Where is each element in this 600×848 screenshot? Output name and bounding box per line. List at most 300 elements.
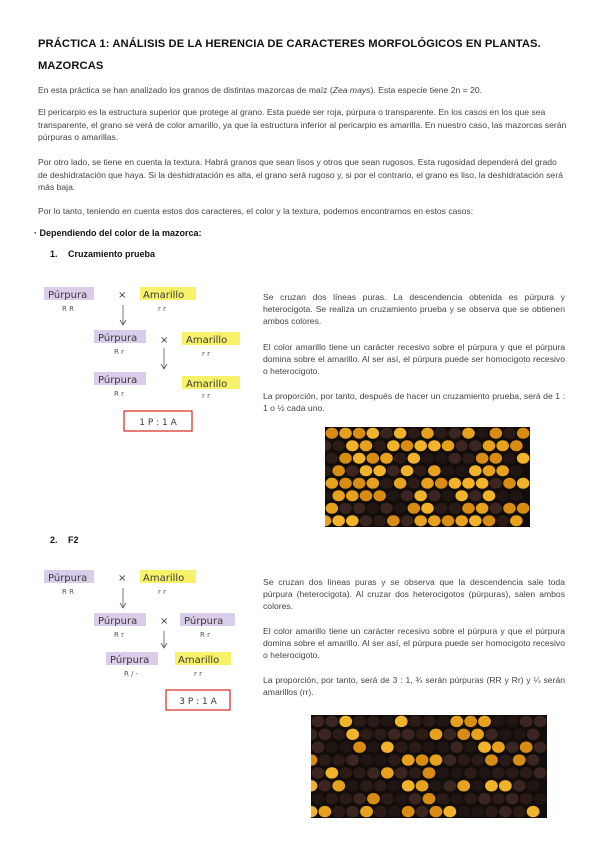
corn-kernel bbox=[402, 729, 415, 740]
corn-kernel bbox=[312, 793, 325, 804]
corn-kernel bbox=[326, 428, 339, 439]
corn-kernel bbox=[464, 793, 477, 804]
corn-kernel bbox=[395, 767, 408, 778]
corn-kernel bbox=[499, 729, 512, 740]
corn-kernel bbox=[318, 754, 331, 765]
corn-kernel bbox=[496, 490, 509, 501]
corn-kernel bbox=[332, 780, 345, 791]
corn-kernel bbox=[483, 515, 496, 526]
corn-kernel bbox=[367, 428, 380, 439]
corn-kernel bbox=[442, 515, 455, 526]
cross-symbol: × bbox=[118, 290, 127, 301]
corn-kernel bbox=[513, 780, 526, 791]
corn-kernel bbox=[332, 729, 345, 740]
corn-kernel bbox=[421, 503, 434, 514]
corn-kernel bbox=[455, 440, 468, 451]
corn-kernel bbox=[325, 767, 338, 778]
corn-kernel bbox=[395, 793, 408, 804]
corn-kernel bbox=[506, 742, 519, 753]
corn-kernel bbox=[469, 440, 482, 451]
corn-kernel bbox=[367, 716, 380, 727]
corn-kernel bbox=[408, 503, 421, 514]
genotype-label: R R bbox=[62, 305, 74, 313]
corn-kernel bbox=[462, 503, 475, 514]
corn-kernel bbox=[326, 478, 339, 489]
corn-kernel bbox=[503, 503, 516, 514]
corn-kernel bbox=[490, 428, 503, 439]
corn-kernel bbox=[471, 806, 484, 817]
corn-kernel bbox=[374, 729, 387, 740]
corn-kernel bbox=[409, 767, 422, 778]
corn-kernel bbox=[388, 780, 401, 791]
corn-kernel bbox=[423, 742, 436, 753]
genotype-label: R R bbox=[62, 588, 74, 596]
corn-kernel bbox=[421, 478, 434, 489]
corn-kernel bbox=[353, 478, 366, 489]
corn-kernel bbox=[510, 465, 523, 476]
corn-kernel bbox=[332, 465, 345, 476]
corn-kernel bbox=[506, 767, 519, 778]
corn-kernel bbox=[457, 780, 470, 791]
corn-kernel bbox=[457, 806, 470, 817]
corn-kernel bbox=[435, 428, 448, 439]
corn-kernel bbox=[510, 490, 523, 501]
corn-kernel bbox=[318, 729, 331, 740]
corn-cob-photo-1 bbox=[325, 427, 530, 527]
corn-kernel bbox=[360, 465, 373, 476]
corn-kernel bbox=[381, 767, 394, 778]
corn-kernel bbox=[478, 716, 491, 727]
corn-kernel bbox=[423, 716, 436, 727]
corn-kernel bbox=[517, 503, 530, 514]
corn-kernel bbox=[414, 515, 427, 526]
corn-kernel bbox=[490, 478, 503, 489]
corn-kernel bbox=[520, 793, 533, 804]
corn-kernel bbox=[430, 729, 443, 740]
corn-kernel bbox=[455, 465, 468, 476]
corn-kernel bbox=[325, 793, 338, 804]
corn-kernel bbox=[496, 515, 509, 526]
corn-kernel bbox=[339, 428, 352, 439]
corn-kernel bbox=[346, 465, 359, 476]
corn-kernel bbox=[499, 806, 512, 817]
phenotype-yellow: Amarillo bbox=[186, 335, 228, 346]
corn-kernel bbox=[476, 503, 489, 514]
corn-kernel bbox=[374, 754, 387, 765]
corn-kernel bbox=[360, 515, 373, 526]
corn-kernel bbox=[381, 716, 394, 727]
corn-kernel bbox=[464, 767, 477, 778]
intro-text: En esta práctica se han analizado los granos de distintas mazorcas de maíz ( bbox=[38, 85, 333, 95]
corn-kernel bbox=[332, 806, 345, 817]
section-1-paragraph-1: Se cruzan dos líneas puras. La descendencia obtenida es púrpura y heterocigota. Se realiza un cruzamiento prueba y se observa que se obtienen ambos colores. bbox=[263, 292, 565, 327]
phenotype-purple: Púrpura bbox=[110, 655, 150, 666]
corn-kernel bbox=[485, 806, 498, 817]
corn-kernel bbox=[506, 793, 519, 804]
corn-kernel bbox=[380, 478, 393, 489]
corn-kernel bbox=[339, 742, 352, 753]
corn-kernel bbox=[457, 754, 470, 765]
corn-kernel bbox=[312, 716, 325, 727]
corn-kernel bbox=[353, 742, 366, 753]
corn-kernel bbox=[339, 503, 352, 514]
corn-kernel bbox=[476, 428, 489, 439]
corn-kernel bbox=[506, 716, 519, 727]
corn-kernel bbox=[409, 793, 422, 804]
corn-kernel bbox=[318, 780, 331, 791]
corn-kernel bbox=[381, 793, 394, 804]
corn-kernel bbox=[485, 780, 498, 791]
corn-kernel bbox=[346, 515, 359, 526]
corn-kernel bbox=[387, 490, 400, 501]
corn-kernel bbox=[471, 780, 484, 791]
genotype-label: r r bbox=[158, 588, 166, 596]
section-title: F2 bbox=[68, 535, 79, 545]
corn-kernel bbox=[430, 806, 443, 817]
corn-kernel bbox=[471, 729, 484, 740]
intro-paragraph-4: Por lo tanto, teniendo en cuenta estos dos caracteres, el color y la textura, podemos encontrarnos en estos casos: bbox=[38, 206, 474, 216]
corn-kernel bbox=[360, 490, 373, 501]
corn-kernel bbox=[312, 742, 325, 753]
corn-kernel bbox=[476, 453, 489, 464]
phenotype-purple: Púrpura bbox=[98, 375, 138, 386]
corn-kernel bbox=[462, 478, 475, 489]
corn-kernel bbox=[402, 754, 415, 765]
genotype-label: r r bbox=[158, 305, 166, 313]
corn-kernel bbox=[428, 465, 441, 476]
corn-kernel bbox=[414, 465, 427, 476]
corn-kernel bbox=[353, 767, 366, 778]
corn-kernel bbox=[388, 754, 401, 765]
corn-kernel bbox=[360, 729, 373, 740]
corn-kernel bbox=[483, 465, 496, 476]
corn-kernel bbox=[527, 754, 540, 765]
corn-kernel bbox=[394, 428, 407, 439]
phenotype-yellow: Amarillo bbox=[143, 573, 185, 584]
corn-kernel bbox=[394, 503, 407, 514]
corn-kernel bbox=[517, 428, 530, 439]
corn-kernel bbox=[443, 780, 456, 791]
corn-kernel bbox=[435, 503, 448, 514]
page-title: PRÁCTICA 1: ANÁLISIS DE LA HERENCIA DE CARACTERES MORFOLÓGICOS EN PLANTAS. MAZORCAS bbox=[38, 38, 541, 72]
corn-kernel bbox=[346, 729, 359, 740]
corn-kernel bbox=[367, 478, 380, 489]
corn-kernel bbox=[353, 503, 366, 514]
corn-kernel bbox=[414, 490, 427, 501]
corn-kernel bbox=[401, 440, 414, 451]
corn-kernel bbox=[435, 453, 448, 464]
corn-kernel bbox=[527, 806, 540, 817]
corn-kernel bbox=[464, 716, 477, 727]
phenotype-purple: Púrpura bbox=[98, 616, 138, 627]
bullet-heading: · Dependiendo del color de la mazorca: bbox=[34, 228, 202, 238]
result-ratio: 3 P : 1 A bbox=[179, 697, 217, 707]
corn-kernel bbox=[367, 767, 380, 778]
section-2-paragraph-3: La proporción, por tanto, será de 3 : 1, ¾ serán púrpuras (RR y Rr) y ¼ serán amarillos (rr). bbox=[263, 675, 565, 698]
corn-kernel bbox=[367, 793, 380, 804]
corn-kernel bbox=[442, 440, 455, 451]
phenotype-yellow: Amarillo bbox=[143, 290, 185, 301]
corn-kernel bbox=[534, 742, 547, 753]
corn-kernel bbox=[367, 453, 380, 464]
corn-kernel bbox=[416, 754, 429, 765]
corn-kernel bbox=[414, 440, 427, 451]
corn-kernel bbox=[416, 806, 429, 817]
corn-kernel bbox=[416, 780, 429, 791]
corn-kernel bbox=[339, 767, 352, 778]
corn-kernel bbox=[387, 515, 400, 526]
corn-kernel bbox=[510, 440, 523, 451]
corn-kernel bbox=[353, 453, 366, 464]
corn-kernel bbox=[450, 742, 463, 753]
cross-diagram-2 bbox=[30, 563, 255, 718]
cross-symbol: × bbox=[160, 335, 169, 346]
corn-kernel bbox=[443, 806, 456, 817]
corn-kernel bbox=[373, 465, 386, 476]
corn-kernel bbox=[367, 742, 380, 753]
corn-kernel bbox=[394, 478, 407, 489]
phenotype-purple: Púrpura bbox=[98, 333, 138, 344]
section-title: Cruzamiento prueba bbox=[68, 249, 156, 259]
section-2-paragraph-1: Se cruzan dos líneas puras y se observa que la descendencia sale toda púrpura (heterocigota). Al cruzar dos heterocigotos (púrpuras), salen ambos colores. bbox=[263, 577, 565, 612]
corn-kernel bbox=[513, 729, 526, 740]
corn-kernel bbox=[353, 793, 366, 804]
corn-kernel bbox=[462, 428, 475, 439]
corn-kernel bbox=[339, 716, 352, 727]
corn-kernel bbox=[339, 478, 352, 489]
section-1-paragraph-2: El color amarillo tiene un carácter recesivo sobre el púrpura y que el púrpura domina sobre el amarillo. Al ser así, el púrpura puede ser homocigoto recesivo o heterocigoto. bbox=[263, 342, 565, 377]
corn-kernel bbox=[469, 465, 482, 476]
corn-kernel bbox=[402, 806, 415, 817]
corn-kernel bbox=[527, 729, 540, 740]
corn-kernel bbox=[436, 716, 449, 727]
corn-kernel bbox=[408, 453, 421, 464]
corn-kernel bbox=[423, 793, 436, 804]
cross-symbol: × bbox=[160, 616, 169, 627]
corn-kernel bbox=[443, 754, 456, 765]
corn-kernel bbox=[520, 742, 533, 753]
corn-kernel bbox=[380, 503, 393, 514]
corn-kernel bbox=[450, 767, 463, 778]
corn-kernel bbox=[353, 716, 366, 727]
corn-kernel bbox=[471, 754, 484, 765]
corn-kernel bbox=[326, 503, 339, 514]
corn-kernel bbox=[478, 742, 491, 753]
corn-kernel bbox=[401, 490, 414, 501]
corn-kernel bbox=[492, 742, 505, 753]
cross-symbol: × bbox=[118, 573, 127, 584]
corn-kernel bbox=[409, 742, 422, 753]
corn-kernel bbox=[485, 729, 498, 740]
corn-kernel bbox=[520, 716, 533, 727]
phenotype-purple: Púrpura bbox=[48, 573, 88, 584]
corn-kernel bbox=[510, 515, 523, 526]
corn-kernel bbox=[332, 490, 345, 501]
corn-kernel bbox=[423, 767, 436, 778]
corn-kernel bbox=[395, 742, 408, 753]
corn-kernel bbox=[346, 490, 359, 501]
corn-kernel bbox=[360, 440, 373, 451]
intro-paragraph-3: Por otro lado, se tiene en cuenta la textura. Habrá granos que sean lisos y otros que sean rugosos. Esta rugosidad dependerá del grado de deshidratación que haya. Si la deshidratación es alta, el grano será rugoso y, si por el contrario, el grano es liso, la deshidratación será más baja. bbox=[38, 157, 563, 192]
corn-kernel bbox=[490, 453, 503, 464]
corn-cob-photo-2 bbox=[311, 715, 547, 818]
corn-kernel bbox=[360, 754, 373, 765]
corn-kernel bbox=[360, 806, 373, 817]
corn-kernel bbox=[430, 780, 443, 791]
corn-kernel bbox=[534, 716, 547, 727]
corn-kernel bbox=[503, 453, 516, 464]
corn-kernel bbox=[388, 806, 401, 817]
corn-kernel bbox=[469, 515, 482, 526]
species-name: Zea mays bbox=[332, 85, 371, 95]
corn-kernel bbox=[496, 465, 509, 476]
result-ratio: 1 P : 1 A bbox=[139, 418, 177, 428]
corn-kernel bbox=[442, 490, 455, 501]
corn-kernel bbox=[395, 716, 408, 727]
genotype-label: r r bbox=[194, 670, 202, 678]
corn-kernel bbox=[346, 806, 359, 817]
corn-kernel bbox=[449, 453, 462, 464]
corn-kernel bbox=[492, 767, 505, 778]
corn-kernel bbox=[346, 440, 359, 451]
corn-kernel bbox=[492, 793, 505, 804]
corn-kernel bbox=[449, 428, 462, 439]
genotype-label: R / - bbox=[124, 670, 139, 678]
corn-kernel bbox=[380, 428, 393, 439]
corn-kernel bbox=[421, 428, 434, 439]
corn-kernel bbox=[503, 478, 516, 489]
corn-kernel bbox=[534, 793, 547, 804]
corn-kernel bbox=[401, 465, 414, 476]
corn-kernel bbox=[428, 490, 441, 501]
corn-kernel bbox=[436, 742, 449, 753]
corn-kernel bbox=[388, 729, 401, 740]
corn-kernel bbox=[360, 780, 373, 791]
corn-kernel bbox=[476, 478, 489, 489]
corn-kernel bbox=[520, 767, 533, 778]
corn-kernel bbox=[346, 754, 359, 765]
corn-kernel bbox=[449, 503, 462, 514]
genotype-label: R r bbox=[114, 348, 124, 356]
section-2-paragraph-2: El color amarillo tiene un carácter recesivo sobre el púrpura y que el púrpura domina sobre el amarillo. Al ser así, el púrpura puede ser homocigoto recesivo o heterocigoto. bbox=[263, 626, 565, 661]
corn-kernel bbox=[326, 453, 339, 464]
corn-kernel bbox=[318, 806, 331, 817]
cross-diagram-1 bbox=[30, 280, 255, 435]
corn-kernel bbox=[373, 490, 386, 501]
corn-kernel bbox=[401, 515, 414, 526]
corn-kernel bbox=[402, 780, 415, 791]
corn-kernel bbox=[381, 742, 394, 753]
corn-kernel bbox=[442, 465, 455, 476]
corn-kernel bbox=[499, 780, 512, 791]
corn-kernel bbox=[534, 767, 547, 778]
corn-kernel bbox=[435, 478, 448, 489]
corn-kernel bbox=[353, 428, 366, 439]
corn-kernel bbox=[374, 780, 387, 791]
corn-kernel bbox=[455, 515, 468, 526]
corn-kernel bbox=[373, 440, 386, 451]
corn-kernel bbox=[312, 767, 325, 778]
corn-kernel bbox=[374, 806, 387, 817]
corn-kernel bbox=[387, 465, 400, 476]
corn-kernel bbox=[332, 440, 345, 451]
corn-kernel bbox=[490, 503, 503, 514]
corn-kernel bbox=[483, 440, 496, 451]
corn-kernel bbox=[428, 440, 441, 451]
corn-kernel bbox=[430, 754, 443, 765]
genotype-label: R r bbox=[114, 631, 124, 639]
corn-kernel bbox=[455, 490, 468, 501]
corn-kernel bbox=[346, 780, 359, 791]
corn-kernel bbox=[457, 729, 470, 740]
corn-kernel bbox=[387, 440, 400, 451]
corn-kernel bbox=[485, 754, 498, 765]
corn-kernel bbox=[428, 515, 441, 526]
corn-kernel bbox=[513, 754, 526, 765]
corn-kernel bbox=[339, 453, 352, 464]
corn-kernel bbox=[462, 453, 475, 464]
genotype-label: R r bbox=[114, 390, 124, 398]
corn-kernel bbox=[496, 440, 509, 451]
corn-kernel bbox=[367, 503, 380, 514]
corn-kernel bbox=[339, 793, 352, 804]
section-number: 2. bbox=[50, 535, 58, 545]
corn-kernel bbox=[492, 716, 505, 727]
corn-kernel bbox=[483, 490, 496, 501]
corn-kernel bbox=[421, 453, 434, 464]
corn-kernel bbox=[450, 716, 463, 727]
corn-kernel bbox=[499, 754, 512, 765]
corn-kernel bbox=[436, 767, 449, 778]
phenotype-yellow: Amarillo bbox=[186, 379, 228, 390]
corn-kernel bbox=[380, 453, 393, 464]
genotype-label: r r bbox=[202, 392, 210, 400]
corn-kernel bbox=[527, 780, 540, 791]
corn-kernel bbox=[332, 754, 345, 765]
corn-kernel bbox=[325, 716, 338, 727]
section-number: 1. bbox=[50, 249, 58, 259]
corn-kernel bbox=[450, 793, 463, 804]
corn-kernel bbox=[517, 453, 530, 464]
section-2-heading bbox=[50, 535, 79, 545]
corn-kernel bbox=[325, 742, 338, 753]
corn-kernel bbox=[443, 729, 456, 740]
corn-kernel bbox=[513, 806, 526, 817]
corn-kernel bbox=[478, 793, 491, 804]
intro-paragraph-2: El pericarpio es la estructura superior que protege al grano. Esta puede ser roja, púrpura o transparente. En los casos en los que sea transparente, el grano se verá de color amarillo, ya que la estructura inferior al pericarpio es amarilla. En nuestro caso, las mazorcas serán púrpuras o amarillas. bbox=[38, 107, 567, 142]
intro-paragraph-1 bbox=[38, 84, 568, 97]
phenotype-purple: Púrpura bbox=[184, 616, 224, 627]
corn-kernel bbox=[478, 767, 491, 778]
corn-kernel bbox=[332, 515, 345, 526]
genotype-label: r r bbox=[202, 350, 210, 358]
corn-kernel bbox=[408, 428, 421, 439]
corn-kernel bbox=[394, 453, 407, 464]
corn-kernel bbox=[416, 729, 429, 740]
intro-text: ). Esta especie tiene 2n = 20. bbox=[370, 85, 483, 95]
phenotype-purple: Púrpura bbox=[48, 290, 88, 301]
corn-kernel bbox=[373, 515, 386, 526]
corn-kernel bbox=[517, 478, 530, 489]
corn-kernel bbox=[408, 478, 421, 489]
corn-kernel bbox=[464, 742, 477, 753]
section-1-paragraph-3: La proporción, por tanto, después de hacer un cruzamiento prueba, será de 1 : 1 o ½ cada uno. bbox=[263, 391, 565, 414]
phenotype-yellow: Amarillo bbox=[178, 655, 220, 666]
genotype-label: R r bbox=[200, 631, 210, 639]
corn-kernel bbox=[436, 793, 449, 804]
corn-kernel bbox=[449, 478, 462, 489]
corn-kernel bbox=[503, 428, 516, 439]
